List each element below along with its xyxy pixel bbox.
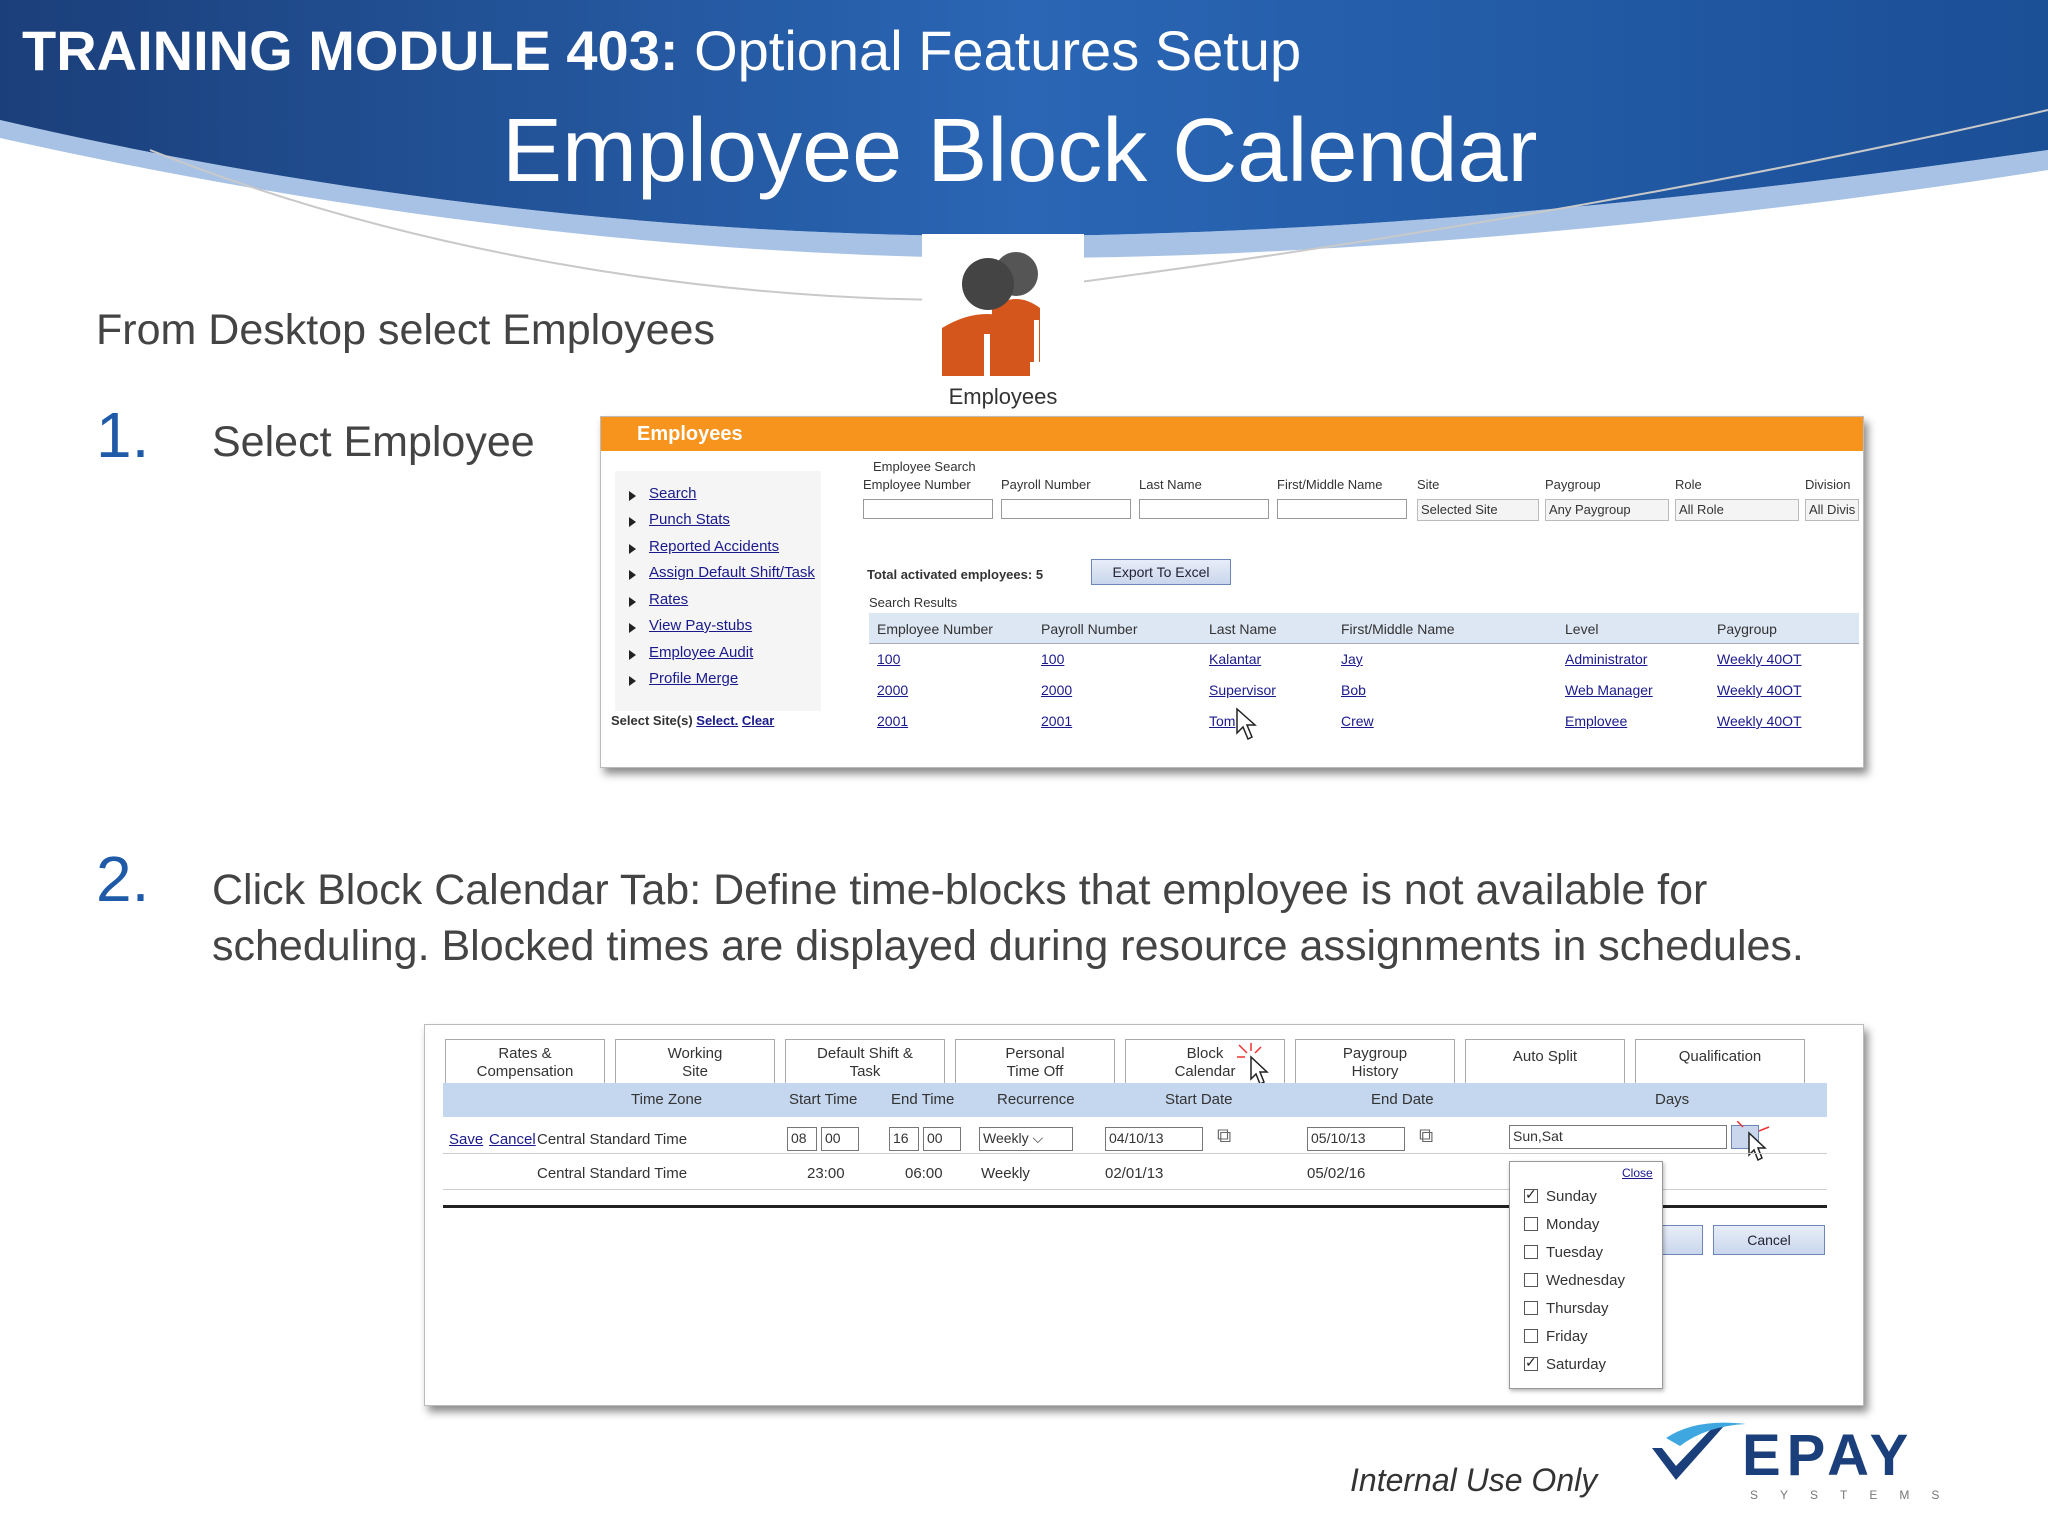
save-link[interactable]: Save (449, 1131, 484, 1148)
total-activated-employees: Total activated employees: 5 (867, 567, 1044, 582)
tab-auto-split[interactable] (1465, 1039, 1625, 1085)
day-option-monday[interactable] (1524, 1216, 1599, 1233)
day-option-friday[interactable] (1524, 1328, 1588, 1345)
cell-level[interactable]: Administrator (1565, 651, 1648, 667)
close-link[interactable]: Close (1622, 1166, 1653, 1180)
clear-sites-link[interactable]: Clear (741, 713, 775, 728)
nav-arrow-icon (629, 517, 636, 527)
click-cursor-icon (1737, 1121, 1773, 1165)
tab-qualification[interactable] (1635, 1039, 1805, 1085)
day-option-thursday[interactable] (1524, 1300, 1609, 1317)
col-days: Days (1655, 1091, 1690, 1108)
employees-title: Employees (637, 423, 743, 445)
intro-text: From Desktop select Employees (96, 306, 715, 354)
end-minute-input[interactable]: 00 (923, 1127, 961, 1151)
saved-time-zone: Central Standard Time (537, 1165, 688, 1182)
cell-last-name[interactable]: Supervisor (1209, 682, 1276, 698)
col-employee-number: Employee Number (877, 621, 993, 637)
nav-item-employee-audit[interactable]: Employee Audit (649, 644, 754, 661)
day-label: Monday (1546, 1216, 1600, 1233)
employees-title-bar (601, 417, 1863, 451)
epay-swoosh-icon (1646, 1418, 1756, 1498)
step-1-text: Select Employee (212, 418, 535, 466)
checkbox-checked-icon (1524, 1189, 1538, 1203)
checkbox-icon (1524, 1245, 1538, 1259)
cell-employee-number[interactable]: 2001 (877, 713, 909, 729)
checkbox-icon (1524, 1273, 1538, 1287)
col-recurrence: Recurrence (997, 1091, 1075, 1108)
tab-label-1: Personal (1005, 1045, 1065, 1062)
cell-employee-number[interactable]: 100 (877, 651, 901, 667)
day-option-sunday[interactable] (1524, 1188, 1597, 1205)
block-calendar-screen (424, 1024, 1864, 1406)
tab-rates-compensation[interactable] (445, 1039, 605, 1085)
days-input[interactable]: Sun,Sat (1509, 1125, 1727, 1149)
nav-item-search[interactable]: Search (649, 485, 697, 502)
day-label: Sunday (1546, 1188, 1597, 1205)
page-title: Employee Block Calendar (502, 101, 1538, 201)
role-select[interactable] (1675, 499, 1799, 521)
employees-screen (600, 416, 1864, 768)
paygroup-select[interactable] (1545, 499, 1669, 521)
day-label: Friday (1546, 1328, 1588, 1345)
select-sites-label: Select Site(s) (611, 713, 693, 728)
payroll-number-input[interactable] (1001, 499, 1131, 519)
cell-paygroup[interactable]: Weekly 40OT (1717, 713, 1802, 729)
nav-item-view-pay-stubs[interactable]: View Pay-stubs (649, 617, 753, 634)
epay-logo (1646, 1418, 1962, 1518)
tab-label-2: Task (849, 1063, 881, 1080)
chevron-down-icon: ⌵ (1032, 1130, 1044, 1146)
employee-number-input[interactable] (863, 499, 993, 519)
label-last-name: Last Name (1139, 477, 1202, 492)
footer-internal-use: Internal Use Only (1350, 1462, 1598, 1498)
cell-payroll-number[interactable]: 2000 (1041, 682, 1073, 698)
end-date-input[interactable]: 05/10/13 (1307, 1127, 1405, 1151)
label-first-middle-name: First/Middle Name (1277, 477, 1383, 492)
checkbox-checked-icon (1524, 1357, 1538, 1371)
cancel-link[interactable]: Cancel (489, 1131, 536, 1148)
col-start-date: Start Date (1165, 1091, 1233, 1108)
saved-recurrence: Weekly (981, 1165, 1030, 1182)
tab-label-2: Calendar (1174, 1063, 1236, 1080)
col-start-time: Start Time (789, 1091, 858, 1108)
calendar-icon[interactable]: ⧉ (1419, 1125, 1434, 1147)
nav-arrow-icon (629, 570, 636, 580)
step-2-number: 2. (96, 843, 150, 915)
cell-paygroup[interactable]: Weekly 40OT (1717, 682, 1802, 698)
day-label: Wednesday (1546, 1272, 1625, 1289)
col-time-zone: Time Zone (631, 1091, 703, 1108)
select-sites-row (611, 713, 774, 728)
col-end-time: End Time (891, 1091, 955, 1108)
logo-subtext: SYSTEMS (1750, 1488, 1962, 1502)
nav-arrow-icon (629, 491, 636, 501)
cancel-button[interactable]: Cancel (1713, 1225, 1825, 1255)
label-paygroup: Paygroup (1545, 477, 1601, 492)
tab-label-2: Site (682, 1063, 708, 1080)
label-employee-number: Employee Number (863, 477, 971, 492)
saved-end-time: 06:00 (905, 1165, 943, 1182)
edit-time-zone[interactable]: Central Standard Time (537, 1131, 688, 1148)
tab-label-1: Default Shift & (817, 1045, 913, 1062)
nav-arrow-icon (629, 623, 636, 633)
step-2-line-1: Click Block Calendar Tab: Define time-blocks that employee is not available for (212, 866, 1708, 914)
cell-employee-number[interactable]: 2000 (877, 682, 909, 698)
cell-last-name[interactable]: Kalantar (1209, 651, 1262, 667)
module-heading (22, 18, 1301, 83)
label-role: Role (1675, 477, 1702, 492)
tab-label-2: History (1351, 1063, 1399, 1080)
nav-item-profile-merge[interactable]: Profile Merge (649, 670, 739, 687)
click-cursor-icon (1237, 1043, 1277, 1087)
division-select[interactable] (1805, 499, 1859, 521)
mouse-cursor-icon (1235, 707, 1259, 743)
division-value: All Divis (1809, 502, 1856, 517)
day-option-wednesday[interactable] (1524, 1272, 1625, 1289)
export-to-excel-button[interactable]: Export To Excel (1091, 559, 1231, 585)
tab-paygroup-history[interactable] (1295, 1039, 1455, 1085)
col-payroll-number: Payroll Number (1041, 621, 1138, 637)
search-results-title: Search Results (869, 595, 958, 610)
checkbox-icon (1524, 1217, 1538, 1231)
tab-label-1: Paygroup (1342, 1045, 1408, 1062)
start-hour-input[interactable]: 08 (787, 1127, 817, 1151)
cell-first-name[interactable]: Bob (1341, 682, 1366, 698)
tab-label-1: Working (667, 1045, 723, 1062)
cell-payroll-number[interactable]: 2001 (1041, 713, 1073, 729)
nav-item-assign-default-shift[interactable]: Assign Default Shift/Task (649, 564, 815, 581)
module-subtitle: Optional Features Setup (694, 19, 1302, 82)
calendar-icon[interactable]: ⧉ (1217, 1125, 1232, 1147)
tab-label-2: Time Off (1006, 1063, 1064, 1080)
cell-level[interactable]: Emplovee (1565, 713, 1628, 729)
first-middle-name-input[interactable] (1277, 499, 1407, 519)
site-value: Selected Site (1421, 502, 1498, 517)
cell-payroll-number[interactable]: 100 (1041, 651, 1065, 667)
step-2-text (212, 862, 1804, 974)
nav-arrow-icon (629, 676, 636, 686)
recurrence-select[interactable] (979, 1127, 1073, 1151)
day-label: Thursday (1546, 1300, 1609, 1317)
end-hour-input[interactable]: 16 (889, 1127, 919, 1151)
day-label: Tuesday (1546, 1244, 1603, 1261)
day-option-tuesday[interactable] (1524, 1244, 1603, 1261)
tab-label-1: Rates & (498, 1045, 552, 1062)
module-label: TRAINING MODULE 403: (22, 19, 679, 82)
cell-paygroup[interactable]: Weekly 40OT (1717, 651, 1802, 667)
start-minute-input[interactable]: 00 (821, 1127, 859, 1151)
tab-label-2: Compensation (476, 1063, 574, 1080)
col-first-middle-name: First/Middle Name (1341, 621, 1455, 637)
search-title: Employee Search (873, 459, 976, 474)
cell-first-name[interactable]: Jay (1341, 651, 1363, 667)
tab-default-shift-task[interactable] (785, 1039, 945, 1085)
site-select[interactable] (1417, 499, 1539, 521)
step-2-line-2: scheduling. Blocked times are displayed during resource assignments in schedules. (212, 922, 1804, 970)
role-value: All Role (1679, 502, 1724, 517)
checkbox-icon (1524, 1301, 1538, 1315)
day-label: Saturday (1546, 1356, 1607, 1373)
tab-label-1: Qualification (1678, 1048, 1762, 1065)
step-1-number: 1. (96, 399, 150, 471)
paygroup-value: Any Paygroup (1549, 502, 1631, 517)
label-division: Division (1805, 477, 1851, 492)
col-level: Level (1565, 621, 1599, 637)
saved-start-date: 02/01/13 (1105, 1165, 1164, 1182)
tab-personal-time-off[interactable] (955, 1039, 1115, 1085)
col-paygroup: Paygroup (1717, 621, 1777, 637)
nav-item-punch-stats[interactable]: Punch Stats (649, 511, 730, 528)
saved-end-date: 05/02/16 (1307, 1165, 1366, 1182)
days-picker-popup (1509, 1161, 1663, 1389)
nav-item-rates[interactable]: Rates (649, 591, 689, 608)
employees-icon-label: Employees (948, 384, 1058, 409)
label-payroll-number: Payroll Number (1001, 477, 1091, 492)
saved-start-time: 23:00 (807, 1165, 845, 1182)
cell-last-name[interactable]: Tom (1209, 713, 1236, 729)
tab-working-site[interactable] (615, 1039, 775, 1085)
row-divider (443, 1153, 1827, 1154)
day-option-saturday[interactable] (1524, 1356, 1606, 1373)
cell-first-name[interactable]: Crew (1341, 713, 1374, 729)
col-end-date: End Date (1371, 1091, 1434, 1108)
nav-item-reported-accidents[interactable]: Reported Accidents (649, 538, 780, 555)
people-icon (922, 234, 1084, 384)
tab-label-1: Auto Split (1512, 1048, 1578, 1065)
recurrence-value: Weekly (983, 1130, 1029, 1146)
last-name-input[interactable] (1139, 499, 1269, 519)
label-site: Site (1417, 477, 1440, 492)
select-sites-link[interactable]: Select. (696, 713, 739, 728)
nav-arrow-icon (629, 544, 636, 554)
nav-arrow-icon (629, 650, 636, 660)
start-date-input[interactable]: 04/10/13 (1105, 1127, 1203, 1151)
checkbox-icon (1524, 1329, 1538, 1343)
tab-label-1: Block (1186, 1045, 1224, 1062)
employees-desktop-icon[interactable] (922, 234, 1084, 409)
logo-text: EPAY (1742, 1423, 1915, 1488)
nav-arrow-icon (629, 597, 636, 607)
col-last-name: Last Name (1209, 621, 1277, 637)
cell-level[interactable]: Web Manager (1565, 682, 1653, 698)
